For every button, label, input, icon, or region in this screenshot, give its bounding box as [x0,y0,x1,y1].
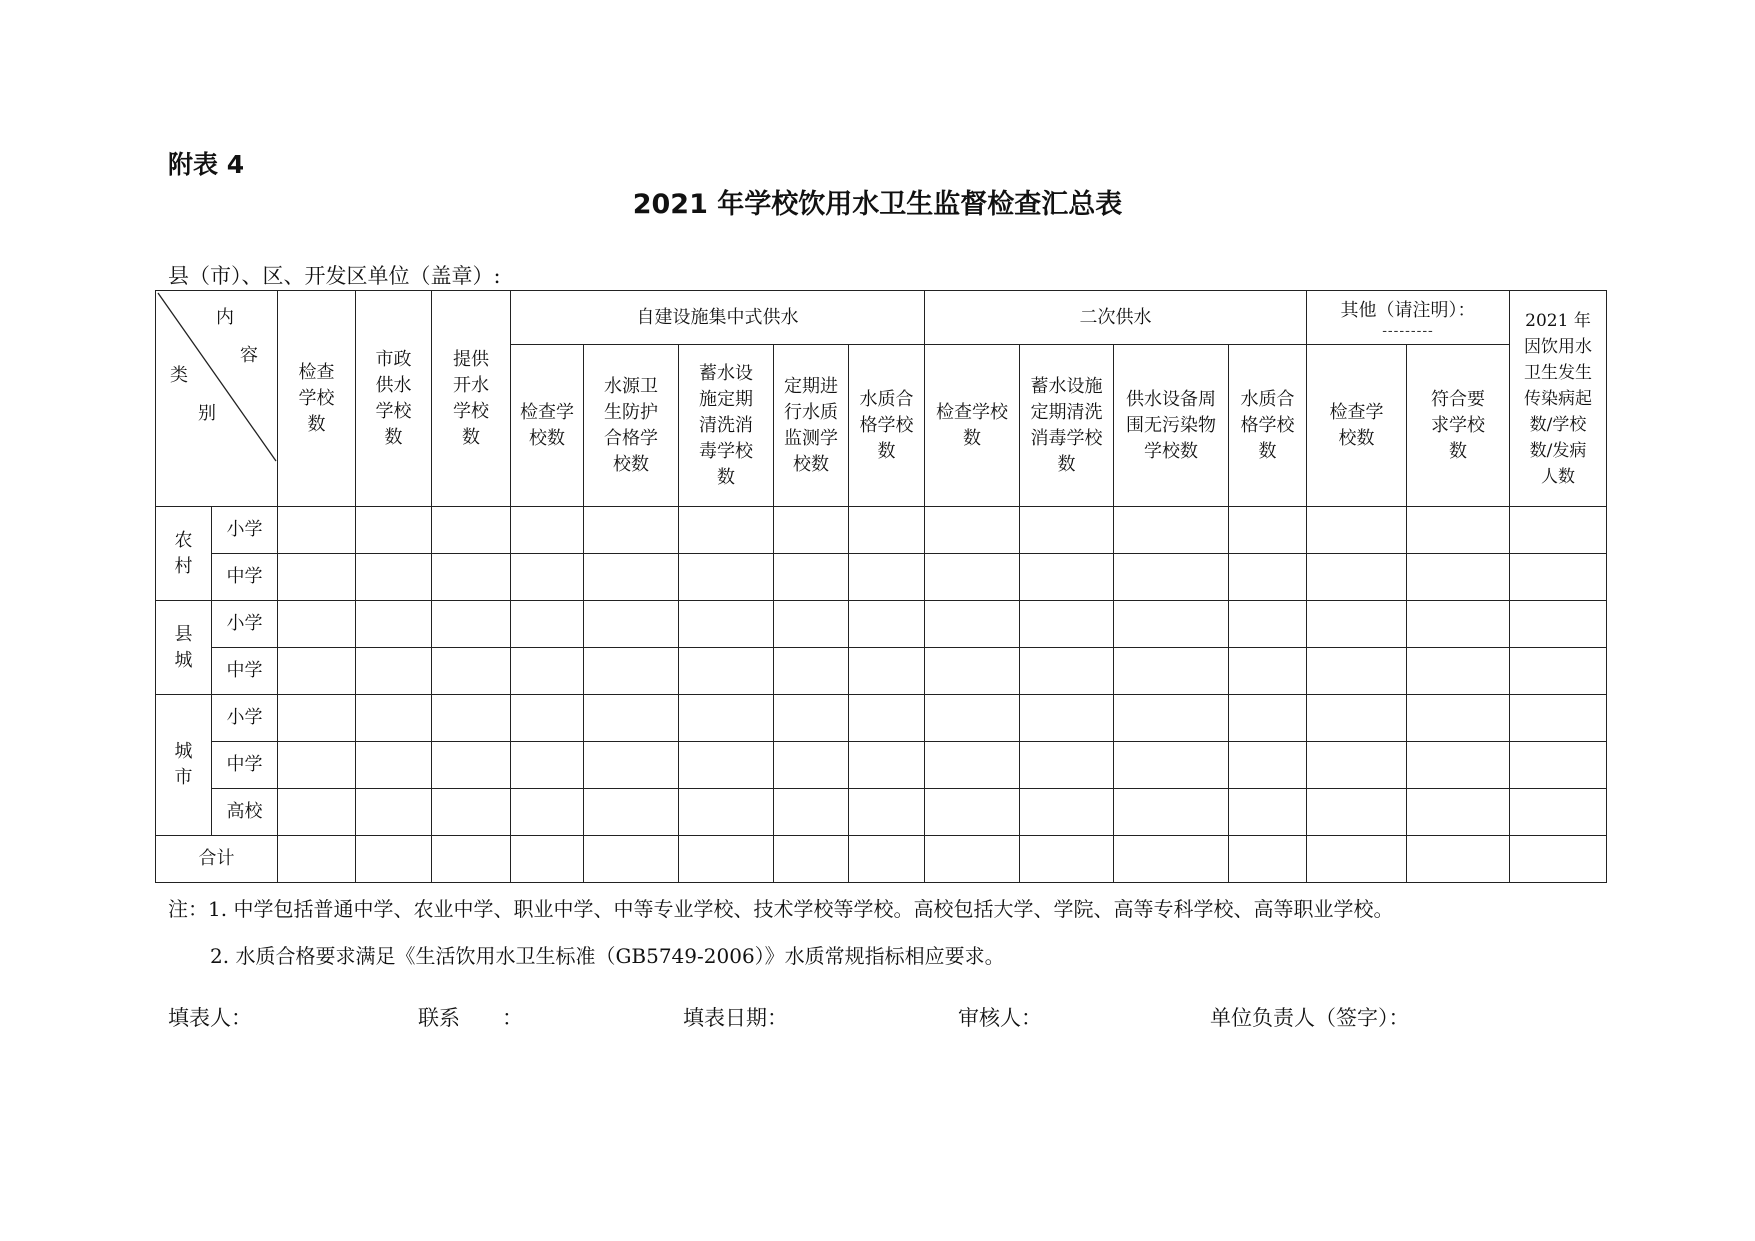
header-other [1307,291,1510,345]
data-cell[interactable] [278,554,356,601]
table-row [156,789,1607,836]
data-cell[interactable] [1229,648,1307,695]
data-cell[interactable] [1510,789,1607,836]
table-row [156,695,1607,742]
data-cell[interactable] [278,507,356,554]
data-cell[interactable] [679,742,774,789]
header-other-label: 其他（请注明）： [1340,299,1476,321]
header-other-compliant: 符合要求学校数 [1407,345,1510,507]
header-secondary-equipment: 供水设备周围无污染物学校数 [1114,345,1229,507]
data-cell[interactable] [774,601,849,648]
data-cell[interactable] [1114,648,1229,695]
data-cell[interactable] [679,836,774,883]
data-cell[interactable] [1307,789,1407,836]
corner-content-2: 容 [240,345,258,366]
data-cell[interactable] [278,742,356,789]
data-cell[interactable] [356,507,432,554]
data-cell[interactable] [584,601,679,648]
data-cell[interactable] [1307,648,1407,695]
footer-date: 填表日期： [683,1006,788,1030]
data-cell[interactable] [432,554,511,601]
data-cell[interactable] [432,836,511,883]
row-label: 中学 [212,648,278,695]
header-secondary-storage: 蓄水设施定期清洗消毒学校数 [1020,345,1114,507]
data-cell[interactable] [1510,648,1607,695]
data-cell[interactable] [774,648,849,695]
data-cell[interactable] [679,554,774,601]
data-cell[interactable] [1020,601,1114,648]
header-secondary-quality: 水质合格学校数 [1229,345,1307,507]
data-cell[interactable] [1114,601,1229,648]
data-cell[interactable] [1407,554,1510,601]
data-cell[interactable] [584,836,679,883]
data-cell[interactable] [1114,836,1229,883]
data-cell[interactable] [1020,836,1114,883]
table-row [156,742,1607,789]
data-cell[interactable] [1407,836,1510,883]
data-cell[interactable] [1510,695,1607,742]
annex-label: 附表 4 [168,150,245,179]
data-cell[interactable] [1510,601,1607,648]
data-cell[interactable] [925,789,1020,836]
data-cell[interactable] [1407,789,1510,836]
data-cell[interactable] [849,507,925,554]
data-cell[interactable] [1407,695,1510,742]
data-cell[interactable] [584,507,679,554]
data-cell[interactable] [1229,601,1307,648]
header-secondary: 二次供水 [925,291,1307,345]
data-cell[interactable] [1229,554,1307,601]
data-cell[interactable] [278,836,356,883]
data-cell[interactable] [1229,695,1307,742]
data-cell[interactable] [432,601,511,648]
data-cell[interactable] [774,695,849,742]
data-cell[interactable] [1229,836,1307,883]
data-cell[interactable] [1307,554,1407,601]
data-cell[interactable] [511,648,584,695]
row-label: 小学 [212,695,278,742]
data-cell[interactable] [511,789,584,836]
unit-seal-label: 县（市）、区、开发区单位（盖章）: [168,264,501,288]
header-inspect: 检查学校数 [278,291,356,507]
data-cell[interactable] [432,648,511,695]
note-2: 2. 水质合格要求满足《生活饮用水卫生标准（GB5749-2006）》水质常规指标相应要求。 [210,944,1005,968]
row-label: 小学 [212,601,278,648]
data-cell[interactable] [1307,507,1407,554]
data-cell[interactable] [925,695,1020,742]
data-cell[interactable] [1020,742,1114,789]
header-self-inspect: 检查学校数 [511,345,584,507]
data-cell[interactable] [1510,742,1607,789]
data-cell[interactable] [432,695,511,742]
data-cell[interactable] [356,742,432,789]
table-row [156,648,1607,695]
row-label: 中学 [212,554,278,601]
row-label: 中学 [212,742,278,789]
data-cell[interactable] [679,695,774,742]
data-cell[interactable] [1307,695,1407,742]
data-cell[interactable] [278,648,356,695]
data-cell[interactable] [584,648,679,695]
data-cell[interactable] [774,554,849,601]
data-cell[interactable] [1114,695,1229,742]
data-cell[interactable] [1229,789,1307,836]
data-cell[interactable] [1114,789,1229,836]
table-row [156,507,1607,554]
row-group-city: 城市 [156,695,212,836]
data-cell[interactable] [1407,742,1510,789]
header-self-source: 水源卫生防护合格学校数 [584,345,679,507]
row-group-county: 县城 [156,601,212,695]
data-cell[interactable] [356,789,432,836]
summary-table [155,290,1607,883]
data-cell[interactable] [356,601,432,648]
data-cell[interactable] [278,601,356,648]
row-group-rural: 农村 [156,507,212,601]
data-cell[interactable] [1407,507,1510,554]
data-cell[interactable] [1229,507,1307,554]
data-cell[interactable] [1307,836,1407,883]
data-cell[interactable] [679,648,774,695]
data-cell[interactable] [511,742,584,789]
data-cell[interactable] [1510,836,1607,883]
data-cell[interactable] [1020,507,1114,554]
data-cell[interactable] [278,695,356,742]
data-cell[interactable] [278,789,356,836]
data-cell[interactable] [925,836,1020,883]
header-secondary-inspect: 检查学校数 [925,345,1020,507]
data-cell[interactable] [1114,742,1229,789]
footer-filler: 填表人： [168,1006,252,1030]
data-cell[interactable] [925,601,1020,648]
data-cell[interactable] [584,554,679,601]
data-cell[interactable] [1510,554,1607,601]
data-cell[interactable] [1020,554,1114,601]
table-row [156,554,1607,601]
header-self-quality: 水质合格学校数 [849,345,925,507]
header-self-built: 自建设施集中式供水 [511,291,925,345]
data-cell[interactable] [925,507,1020,554]
data-cell[interactable] [511,507,584,554]
data-cell[interactable] [1114,554,1229,601]
data-cell[interactable] [1020,789,1114,836]
header-self-monitor: 定期进行水质监测学校数 [774,345,849,507]
footer-head-signature: 单位负责人（签字）： [1210,1006,1410,1030]
note-1: 注：1. 中学包括普通中学、农业中学、职业中学、中等专业学校、技术学校等学校。高校包括大学、学院、高等专科学校、高等职业学校。 [168,897,1394,921]
table-row-total [156,836,1607,883]
data-cell[interactable] [774,836,849,883]
data-cell[interactable] [432,789,511,836]
data-cell[interactable] [511,836,584,883]
data-cell[interactable] [925,742,1020,789]
header-other-inspect: 检查学校数 [1307,345,1407,507]
total-label: 合计 [156,836,278,883]
data-cell[interactable] [1307,601,1407,648]
data-cell[interactable] [1407,601,1510,648]
data-cell[interactable] [679,789,774,836]
row-label: 高校 [212,789,278,836]
data-cell[interactable] [511,601,584,648]
data-cell[interactable] [679,507,774,554]
data-cell[interactable] [1114,507,1229,554]
data-cell[interactable] [774,507,849,554]
header-other-blank: --------- [1382,322,1434,339]
row-label: 小学 [212,507,278,554]
data-cell[interactable] [1307,742,1407,789]
data-cell[interactable] [679,601,774,648]
data-cell[interactable] [849,648,925,695]
data-cell[interactable] [356,554,432,601]
data-cell[interactable] [584,695,679,742]
data-cell[interactable] [1510,507,1607,554]
data-cell[interactable] [432,507,511,554]
data-cell[interactable] [849,742,925,789]
data-cell[interactable] [849,601,925,648]
data-cell[interactable] [925,554,1020,601]
data-cell[interactable] [774,789,849,836]
data-cell[interactable] [511,554,584,601]
data-cell[interactable] [1020,695,1114,742]
data-cell[interactable] [1020,648,1114,695]
data-cell[interactable] [774,742,849,789]
data-cell[interactable] [356,695,432,742]
data-cell[interactable] [511,695,584,742]
footer-contact: 联系 ： [418,1006,523,1030]
data-cell[interactable] [1229,742,1307,789]
header-self-storage: 蓄水设施定期清洗消毒学校数 [679,345,774,507]
data-cell[interactable] [584,742,679,789]
data-cell[interactable] [1407,648,1510,695]
data-cell[interactable] [356,648,432,695]
corner-content-1: 内 [216,307,234,328]
data-cell[interactable] [849,554,925,601]
table-row [156,601,1607,648]
data-cell[interactable] [432,742,511,789]
header-boiled: 提供开水学校数 [432,291,511,507]
header-disease: 2021 年因饮用水卫生发生传染病起数/学校数/发病人数 [1510,291,1607,507]
data-cell[interactable] [849,695,925,742]
data-cell[interactable] [925,648,1020,695]
page-title: 2021 年学校饮用水卫生监督检查汇总表 [632,189,1123,220]
header-municipal: 市政供水学校数 [356,291,432,507]
data-cell[interactable] [584,789,679,836]
data-cell[interactable] [849,836,925,883]
data-cell[interactable] [849,789,925,836]
data-cell[interactable] [356,836,432,883]
corner-cell [156,291,278,507]
corner-category-2: 别 [198,403,216,424]
corner-category-1: 类 [170,365,188,386]
footer-reviewer: 审核人： [958,1006,1042,1030]
